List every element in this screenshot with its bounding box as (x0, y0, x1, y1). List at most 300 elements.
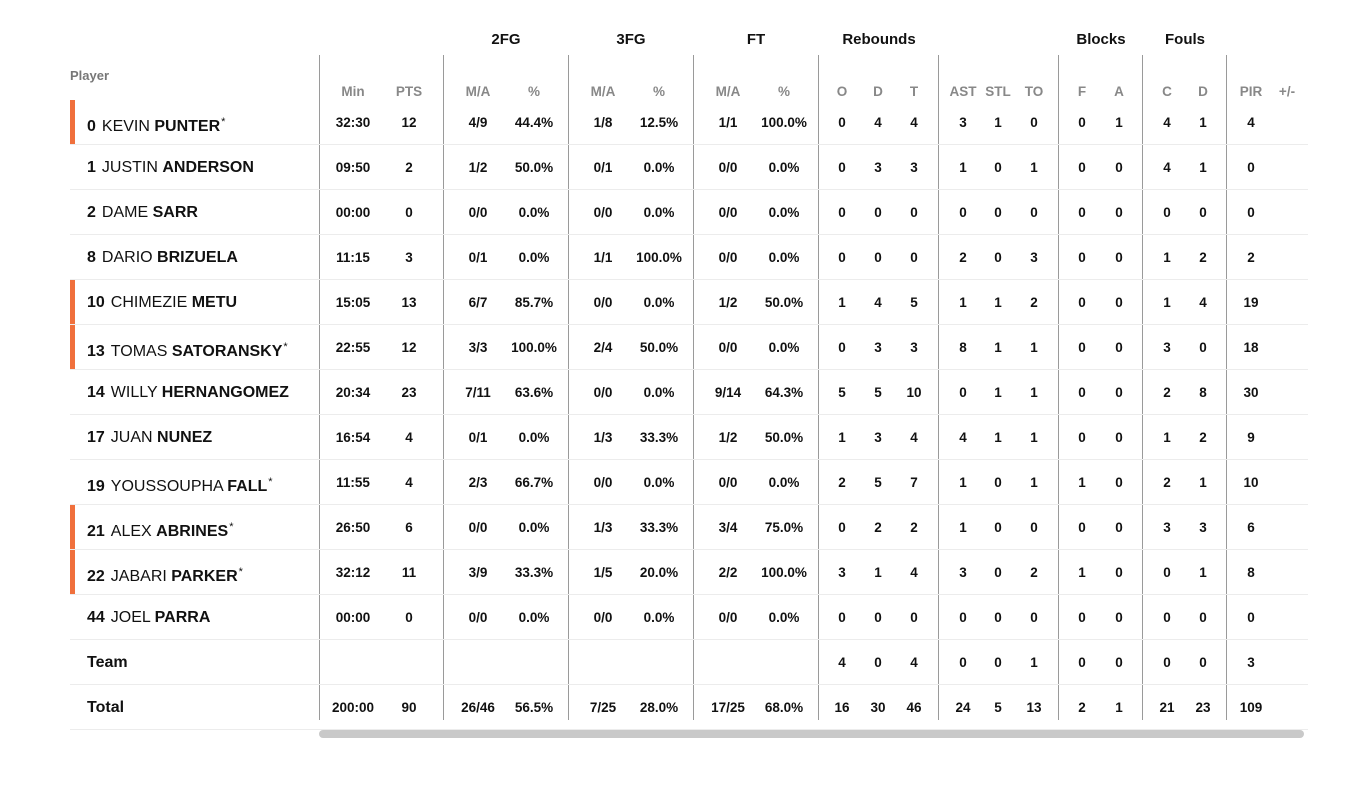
stat-cell: 30 (870, 700, 886, 715)
stat-cell: 0 (1030, 115, 1038, 130)
stat-cell: 4 (910, 655, 918, 670)
stat-cell: 68.0% (764, 700, 804, 715)
stat-cell: 20:34 (335, 385, 371, 400)
first-name: JOEL (110, 609, 151, 626)
player-name[interactable] (87, 550, 243, 595)
stat-cell: 0 (838, 520, 846, 535)
stat-cell: 1 (994, 340, 1002, 355)
stat-cell: 0 (994, 250, 1002, 265)
last-name: PARRA (154, 609, 211, 626)
last-name: SATORANSKY (171, 343, 283, 360)
stat-cell: 10 (1243, 475, 1259, 490)
stat-cell: 8 (1247, 565, 1255, 580)
stat-cell: 0.0% (518, 250, 550, 265)
stat-cell: 0 (994, 655, 1002, 670)
stat-cell: 11:15 (336, 250, 370, 265)
stat-cell: 0 (838, 610, 846, 625)
stat-cell: 3 (838, 565, 846, 580)
stat-cell: 0 (1078, 610, 1086, 625)
stat-cell: 28.0% (639, 700, 679, 715)
stat-cell: 16 (834, 700, 850, 715)
stat-cell: 0/0 (593, 475, 613, 490)
horizontal-scrollbar[interactable] (319, 730, 1304, 738)
stat-cell: 0.0% (768, 340, 800, 355)
stat-cell: 21 (1159, 700, 1175, 715)
stat-cell: 1/2 (718, 430, 738, 445)
column-header[interactable]: STL (985, 84, 1011, 99)
stat-cell: 50.0% (764, 295, 804, 310)
stat-cell: 0 (1199, 205, 1207, 220)
stat-cell: 0 (1115, 385, 1123, 400)
last-name: METU (191, 294, 238, 311)
stat-cell: 12 (401, 115, 417, 130)
column-header[interactable]: % (527, 84, 541, 99)
column-header[interactable]: % (777, 84, 791, 99)
column-header[interactable]: M/A (590, 84, 616, 99)
player-row (70, 100, 1308, 145)
stat-cell: 7/25 (589, 700, 617, 715)
stat-cell: 1/5 (593, 565, 613, 580)
stat-cell: 0.0% (768, 205, 800, 220)
first-name: KEVIN (101, 118, 150, 135)
stat-cell: 0 (838, 160, 846, 175)
stat-cell: 0 (1115, 520, 1123, 535)
stat-cell: 4 (1199, 295, 1207, 310)
stat-cell: 1 (994, 295, 1002, 310)
column-header[interactable]: M/A (465, 84, 491, 99)
stat-cell: 1 (838, 430, 846, 445)
stat-cell: 0 (994, 565, 1002, 580)
stat-cell: 17/25 (711, 700, 745, 715)
stat-cell: 0 (1115, 160, 1123, 175)
group-header-ft: FT (746, 31, 766, 48)
player-row (70, 325, 1308, 370)
stat-cell: 2 (405, 160, 413, 175)
stat-cell: 33.3% (639, 430, 679, 445)
column-header[interactable]: T (909, 84, 919, 99)
stat-cell: 0 (838, 250, 846, 265)
jersey-number: 19 (87, 478, 105, 495)
stat-cell: 1 (1078, 565, 1086, 580)
column-header[interactable]: +/- (1278, 84, 1296, 99)
column-header[interactable]: % (652, 84, 666, 99)
stat-cell: 0 (910, 205, 918, 220)
stat-cell: 0/1 (593, 160, 613, 175)
stat-cell: 3/4 (718, 520, 738, 535)
jersey-number: 8 (87, 249, 96, 266)
stat-cell: 2/4 (593, 340, 613, 355)
starter-mark: * (229, 521, 234, 533)
stat-cell: 0/0 (718, 475, 738, 490)
stat-cell: 0 (959, 610, 967, 625)
stat-cell: 4 (910, 430, 918, 445)
player-row (70, 280, 1308, 325)
summary-label: Team (87, 654, 128, 671)
stat-cell: 24 (955, 700, 971, 715)
stat-cell: 2 (1199, 430, 1207, 445)
stat-cell: 0 (405, 205, 413, 220)
stat-cell: 6 (405, 520, 413, 535)
stat-cell: 8 (959, 340, 967, 355)
first-name: JUSTIN (101, 159, 158, 176)
stat-cell: 1 (1030, 385, 1038, 400)
stat-cell: 0.0% (643, 475, 675, 490)
stat-cell: 4 (1163, 115, 1171, 130)
stat-cell: 0 (1078, 430, 1086, 445)
stat-cell: 1 (959, 475, 967, 490)
stat-cell: 109 (1239, 700, 1263, 715)
stat-cell: 0 (838, 205, 846, 220)
stat-cell: 64.3% (764, 385, 804, 400)
player-row (70, 235, 1308, 280)
stat-cell: 1 (874, 565, 882, 580)
stat-cell: 3 (1163, 340, 1171, 355)
stat-cell: 9 (1247, 430, 1255, 445)
stat-cell: 1 (1199, 160, 1207, 175)
stat-cell: 1 (1078, 475, 1086, 490)
stat-cell: 100.0% (511, 340, 557, 355)
stat-cell: 1 (1030, 430, 1038, 445)
stat-cell: 63.6% (514, 385, 554, 400)
stat-cell: 1 (1163, 430, 1171, 445)
stat-cell: 200:00 (331, 700, 375, 715)
stat-cell: 3 (959, 565, 967, 580)
stat-cell: 0 (1115, 610, 1123, 625)
stat-cell: 6 (1247, 520, 1255, 535)
player-name[interactable] (87, 100, 225, 145)
last-name: PARKER (171, 568, 238, 585)
stat-cell: 0.0% (768, 610, 800, 625)
stat-cell: 0 (910, 250, 918, 265)
stat-cell: 23 (1195, 700, 1211, 715)
stat-cell: 1 (994, 385, 1002, 400)
stat-cell: 7/11 (465, 385, 491, 400)
last-name: PUNTER (154, 118, 221, 135)
stat-cell: 0 (1115, 340, 1123, 355)
stat-cell: 4 (405, 430, 413, 445)
stat-cell: 1 (1030, 655, 1038, 670)
stat-cell: 0.0% (768, 160, 800, 175)
stat-cell: 22:55 (335, 340, 371, 355)
stat-cell: 1 (1163, 250, 1171, 265)
stat-cell: 4 (1247, 115, 1255, 130)
stat-cell: 0 (1115, 430, 1123, 445)
stat-cell: 0/0 (468, 610, 488, 625)
stat-cell: 4 (405, 475, 413, 490)
stat-cell: 2 (959, 250, 967, 265)
last-name: NUNEZ (157, 429, 213, 446)
stat-cell: 1/3 (593, 520, 613, 535)
row-accent-bar (70, 505, 75, 550)
row-accent-bar (70, 550, 75, 595)
stat-cell: 0 (1163, 205, 1171, 220)
player-name[interactable] (87, 235, 238, 280)
row-accent-bar (70, 325, 75, 370)
stat-cell: 1 (1030, 160, 1038, 175)
stat-cell: 0 (1078, 160, 1086, 175)
stat-cell: 0 (838, 340, 846, 355)
stat-cell: 0 (994, 520, 1002, 535)
stat-cell: 2 (910, 520, 918, 535)
jersey-number: 14 (87, 384, 105, 401)
last-name: ANDERSON (162, 159, 254, 176)
jersey-number: 17 (87, 429, 105, 446)
stat-cell: 2 (1199, 250, 1207, 265)
last-name: ABRINES (156, 523, 229, 540)
stat-cell: 0.0% (643, 160, 675, 175)
player-name[interactable] (87, 460, 273, 505)
stat-cell: 56.5% (514, 700, 554, 715)
stat-cell: 0 (959, 655, 967, 670)
stat-cell: 0 (1199, 610, 1207, 625)
stat-cell: 0.0% (643, 385, 675, 400)
first-name: DAME (101, 204, 149, 221)
stat-cell: 3 (1163, 520, 1171, 535)
stat-cell: 8 (1199, 385, 1207, 400)
stat-cell: 0/0 (718, 250, 738, 265)
stat-cell: 0 (1030, 610, 1038, 625)
player-row (70, 550, 1308, 595)
stat-cell: 3/9 (468, 565, 488, 580)
player-column-header: Player (70, 68, 110, 83)
stat-cell: 23 (401, 385, 417, 400)
column-header[interactable]: O (836, 84, 848, 99)
first-name: YOUSSOUPHA (110, 478, 223, 495)
stat-cell: 1 (1163, 295, 1171, 310)
stat-cell: 0 (1115, 565, 1123, 580)
stat-cell: 0 (959, 385, 967, 400)
stat-cell: 9/14 (714, 385, 742, 400)
stat-cell: 33.3% (639, 520, 679, 535)
stat-cell: 0 (838, 115, 846, 130)
stat-cell: 0/0 (718, 205, 738, 220)
stat-cell: 0 (874, 205, 882, 220)
player-row (70, 415, 1308, 460)
first-name: WILLY (110, 384, 158, 401)
player-row (70, 190, 1308, 235)
column-header[interactable]: D (1198, 84, 1208, 99)
player-name[interactable] (87, 280, 237, 325)
stat-cell: 2 (874, 520, 882, 535)
starter-mark: * (238, 566, 243, 578)
player-name[interactable] (87, 145, 254, 190)
group-header-2fg: 2FG (491, 31, 521, 48)
last-name: HERNANGOMEZ (161, 384, 289, 401)
stat-cell: 30 (1243, 385, 1259, 400)
stat-cell: 0.0% (768, 475, 800, 490)
player-row (70, 370, 1308, 415)
stat-cell: 26/46 (461, 700, 495, 715)
first-name: JABARI (110, 568, 167, 585)
stat-cell: 2 (1030, 295, 1038, 310)
stat-cell: 1/2 (718, 295, 738, 310)
stat-cell: 0/0 (593, 295, 613, 310)
stat-cell: 1 (959, 295, 967, 310)
stat-cell: 0 (874, 250, 882, 265)
stat-cell: 0 (1078, 295, 1086, 310)
column-header[interactable]: C (1162, 84, 1172, 99)
first-name: DARIO (101, 249, 153, 266)
player-name[interactable] (87, 595, 210, 640)
stat-cell: 4 (910, 565, 918, 580)
group-header-3fg: 3FG (616, 31, 646, 48)
stat-cell: 4 (874, 115, 882, 130)
summary-label: Total (87, 699, 125, 716)
stat-cell: 1/2 (468, 160, 488, 175)
stat-cell: 1 (1030, 340, 1038, 355)
stat-cell: 7 (910, 475, 918, 490)
stat-cell: 2 (1030, 565, 1038, 580)
stat-cell: 20.0% (639, 565, 679, 580)
stat-cell: 11 (401, 565, 417, 580)
player-name[interactable] (87, 415, 212, 460)
stat-cell: 0.0% (518, 610, 550, 625)
stat-cell: 4 (959, 430, 967, 445)
stat-cell: 0 (405, 610, 413, 625)
player-row (70, 460, 1308, 505)
summary-row-total (70, 685, 1308, 730)
jersey-number: 13 (87, 343, 105, 360)
stat-cell: 0.0% (643, 610, 675, 625)
stat-cell: 0.0% (768, 250, 800, 265)
player-name[interactable] (87, 370, 289, 415)
stat-cell: 3/3 (468, 340, 488, 355)
first-name: TOMAS (110, 343, 168, 360)
stat-cell: 1 (994, 115, 1002, 130)
stat-cell: 32:30 (335, 115, 371, 130)
first-name: CHIMEZIE (110, 294, 188, 311)
stat-cell: 0 (1030, 205, 1038, 220)
stat-cell: 0/0 (468, 520, 488, 535)
stat-cell: 66.7% (514, 475, 554, 490)
column-header[interactable]: D (873, 84, 883, 99)
stat-cell: 0 (1078, 205, 1086, 220)
stat-cell: 0 (1115, 205, 1123, 220)
player-name[interactable] (87, 505, 233, 550)
stat-cell: 4 (1163, 160, 1171, 175)
column-header[interactable]: PTS (395, 84, 423, 99)
stat-cell: 00:00 (335, 205, 371, 220)
stat-cell: 0 (1078, 340, 1086, 355)
stat-cell: 50.0% (764, 430, 804, 445)
stat-cell: 0/0 (593, 205, 613, 220)
jersey-number: 21 (87, 523, 105, 540)
stat-cell: 0/0 (593, 610, 613, 625)
stat-cell: 50.0% (639, 340, 679, 355)
jersey-number: 2 (87, 204, 96, 221)
stat-cell: 5 (994, 700, 1002, 715)
stat-cell: 3 (1247, 655, 1255, 670)
stat-cell: 0 (1078, 385, 1086, 400)
stat-cell: 32:12 (335, 565, 371, 580)
stat-cell: 0 (1247, 160, 1255, 175)
stat-cell: 0/1 (468, 250, 488, 265)
stat-cell: 3 (959, 115, 967, 130)
stat-cell: 0.0% (518, 430, 550, 445)
stat-cell: 1 (1115, 700, 1123, 715)
stat-cell: 11:55 (336, 475, 370, 490)
column-header[interactable]: M/A (715, 84, 741, 99)
stat-cell: 26:50 (335, 520, 371, 535)
stat-cell: 18 (1243, 340, 1259, 355)
stat-cell: 4 (874, 295, 882, 310)
stat-cell: 13 (1026, 700, 1042, 715)
jersey-number: 1 (87, 159, 96, 176)
stat-cell: 1/1 (593, 250, 613, 265)
stat-cell: 46 (906, 700, 922, 715)
stat-cell: 0.0% (518, 520, 550, 535)
first-name: JUAN (110, 429, 153, 446)
last-name: BRIZUELA (157, 249, 238, 266)
group-header-rebounds: Rebounds (842, 31, 916, 48)
stat-cell: 0 (1078, 520, 1086, 535)
stat-cell: 3 (405, 250, 413, 265)
stat-cell: 2 (838, 475, 846, 490)
stat-cell: 2 (1078, 700, 1086, 715)
column-header[interactable]: PIR (1239, 84, 1263, 99)
stat-cell: 10 (906, 385, 922, 400)
stat-cell: 16:54 (335, 430, 371, 445)
stat-cell: 1 (1199, 115, 1207, 130)
jersey-number: 22 (87, 568, 105, 585)
stat-cell: 0 (1115, 475, 1123, 490)
stat-cell: 0 (1078, 115, 1086, 130)
stat-cell: 3 (910, 160, 918, 175)
starter-mark: * (268, 476, 273, 488)
stat-cell: 09:50 (335, 160, 371, 175)
row-accent-bar (70, 100, 75, 145)
column-header[interactable]: Min (341, 84, 365, 99)
stat-cell: 3 (1199, 520, 1207, 535)
stat-cell: 0 (1115, 295, 1123, 310)
stat-cell: 0 (994, 475, 1002, 490)
stat-cell: 12.5% (639, 115, 679, 130)
stat-cell: 13 (401, 295, 417, 310)
stat-cell: 0 (1163, 565, 1171, 580)
first-name: ALEX (110, 523, 152, 540)
stat-cell: 0 (1199, 340, 1207, 355)
stat-cell: 0 (994, 610, 1002, 625)
starter-mark: * (283, 341, 288, 353)
column-header[interactable]: A (1114, 84, 1124, 99)
stat-cell: 3 (874, 340, 882, 355)
stat-cell: 5 (838, 385, 846, 400)
player-row (70, 595, 1308, 640)
jersey-number: 0 (87, 118, 96, 135)
stat-cell: 0 (1078, 655, 1086, 670)
stat-cell: 1 (994, 430, 1002, 445)
stat-cell: 0 (1163, 610, 1171, 625)
stat-cell: 100.0% (636, 250, 682, 265)
stat-cell: 0.0% (518, 205, 550, 220)
player-name[interactable] (87, 325, 288, 370)
stat-cell: 0 (1247, 610, 1255, 625)
player-name[interactable] (87, 190, 198, 235)
summary-row-team (70, 640, 1308, 685)
column-header[interactable]: AST (949, 84, 977, 99)
jersey-number: 10 (87, 294, 105, 311)
column-header[interactable]: F (1077, 84, 1087, 99)
group-header-blocks: Blocks (1076, 31, 1126, 48)
stat-cell: 5 (874, 385, 882, 400)
stat-cell: 75.0% (764, 520, 804, 535)
stat-cell: 1 (1199, 565, 1207, 580)
stat-cell: 90 (401, 700, 417, 715)
column-header[interactable]: TO (1024, 84, 1044, 99)
stat-cell: 0/0 (718, 160, 738, 175)
stat-cell: 1 (1199, 475, 1207, 490)
stat-cell: 1 (1030, 475, 1038, 490)
